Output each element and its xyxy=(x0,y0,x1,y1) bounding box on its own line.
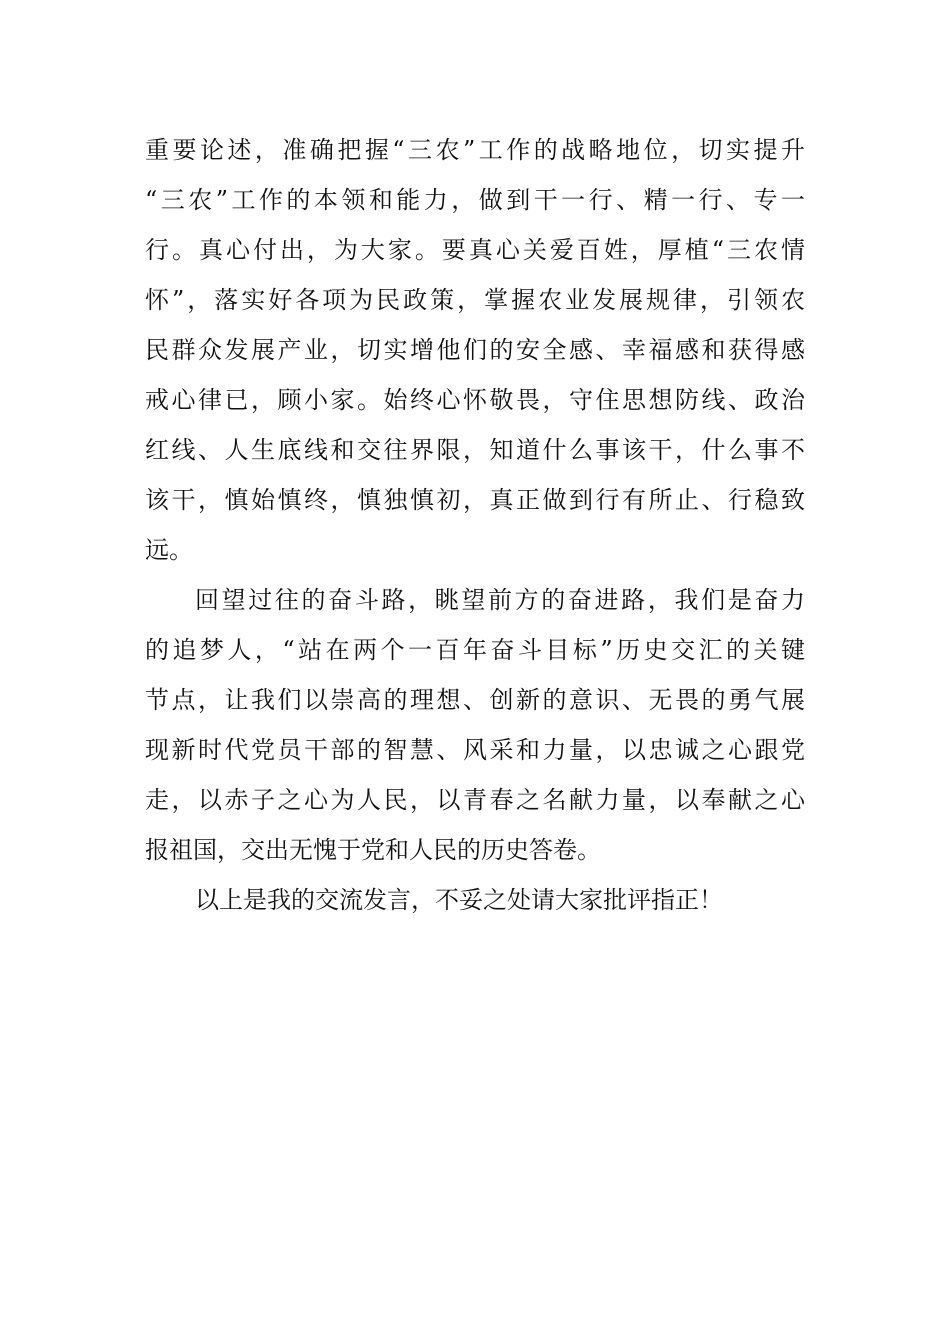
paragraph-line: 该干，慎始慎终，慎独慎初，真正做到行有所止、行稳致 xyxy=(145,486,805,514)
paragraph-line: 走，以赤子之心为人民，以青春之名献力量，以奉献之心 xyxy=(145,786,805,814)
paragraph-line: 红线、人生底线和交往界限，知道什么事该干，什么事不 xyxy=(145,436,805,464)
paragraph-line: 节点，让我们以崇高的理想、创新的意识、无畏的勇气展 xyxy=(145,686,805,714)
paragraph-line: 戒心律已，顾小家。始终心怀敬畏，守住思想防线、政治 xyxy=(145,386,805,414)
paragraph-line: “三农”工作的本领和能力，做到干一行、精一行、专一 xyxy=(145,186,805,214)
paragraph-line: 民群众发展产业，切实增他们的安全感、幸福感和获得感 xyxy=(145,336,805,364)
paragraph-line: 重要论述，准确把握“三农”工作的战略地位，切实提升 xyxy=(145,136,805,164)
paragraph-line: 怀”，落实好各项为民政策，掌握农业发展规律，引领农 xyxy=(145,286,805,314)
paragraph-line: 远。 xyxy=(145,536,193,564)
paragraph-line: 回望过往的奋斗路，眺望前方的奋进路，我们是奋力 xyxy=(195,586,805,614)
paragraph-line: 的追梦人，“站在两个一百年奋斗目标”历史交汇的关键 xyxy=(145,636,805,664)
paragraph-line: 现新时代党员干部的智慧、风采和力量，以忠诚之心跟党 xyxy=(145,736,805,764)
paragraph-line: 以上是我的交流发言，不妥之处请大家批评指正！ xyxy=(195,886,723,914)
paragraph-line: 报祖国，交出无愧于党和人民的历史答卷。 xyxy=(145,836,601,864)
paragraph-line: 行。真心付出，为大家。要真心关爱百姓，厚植“三农情 xyxy=(145,236,805,264)
